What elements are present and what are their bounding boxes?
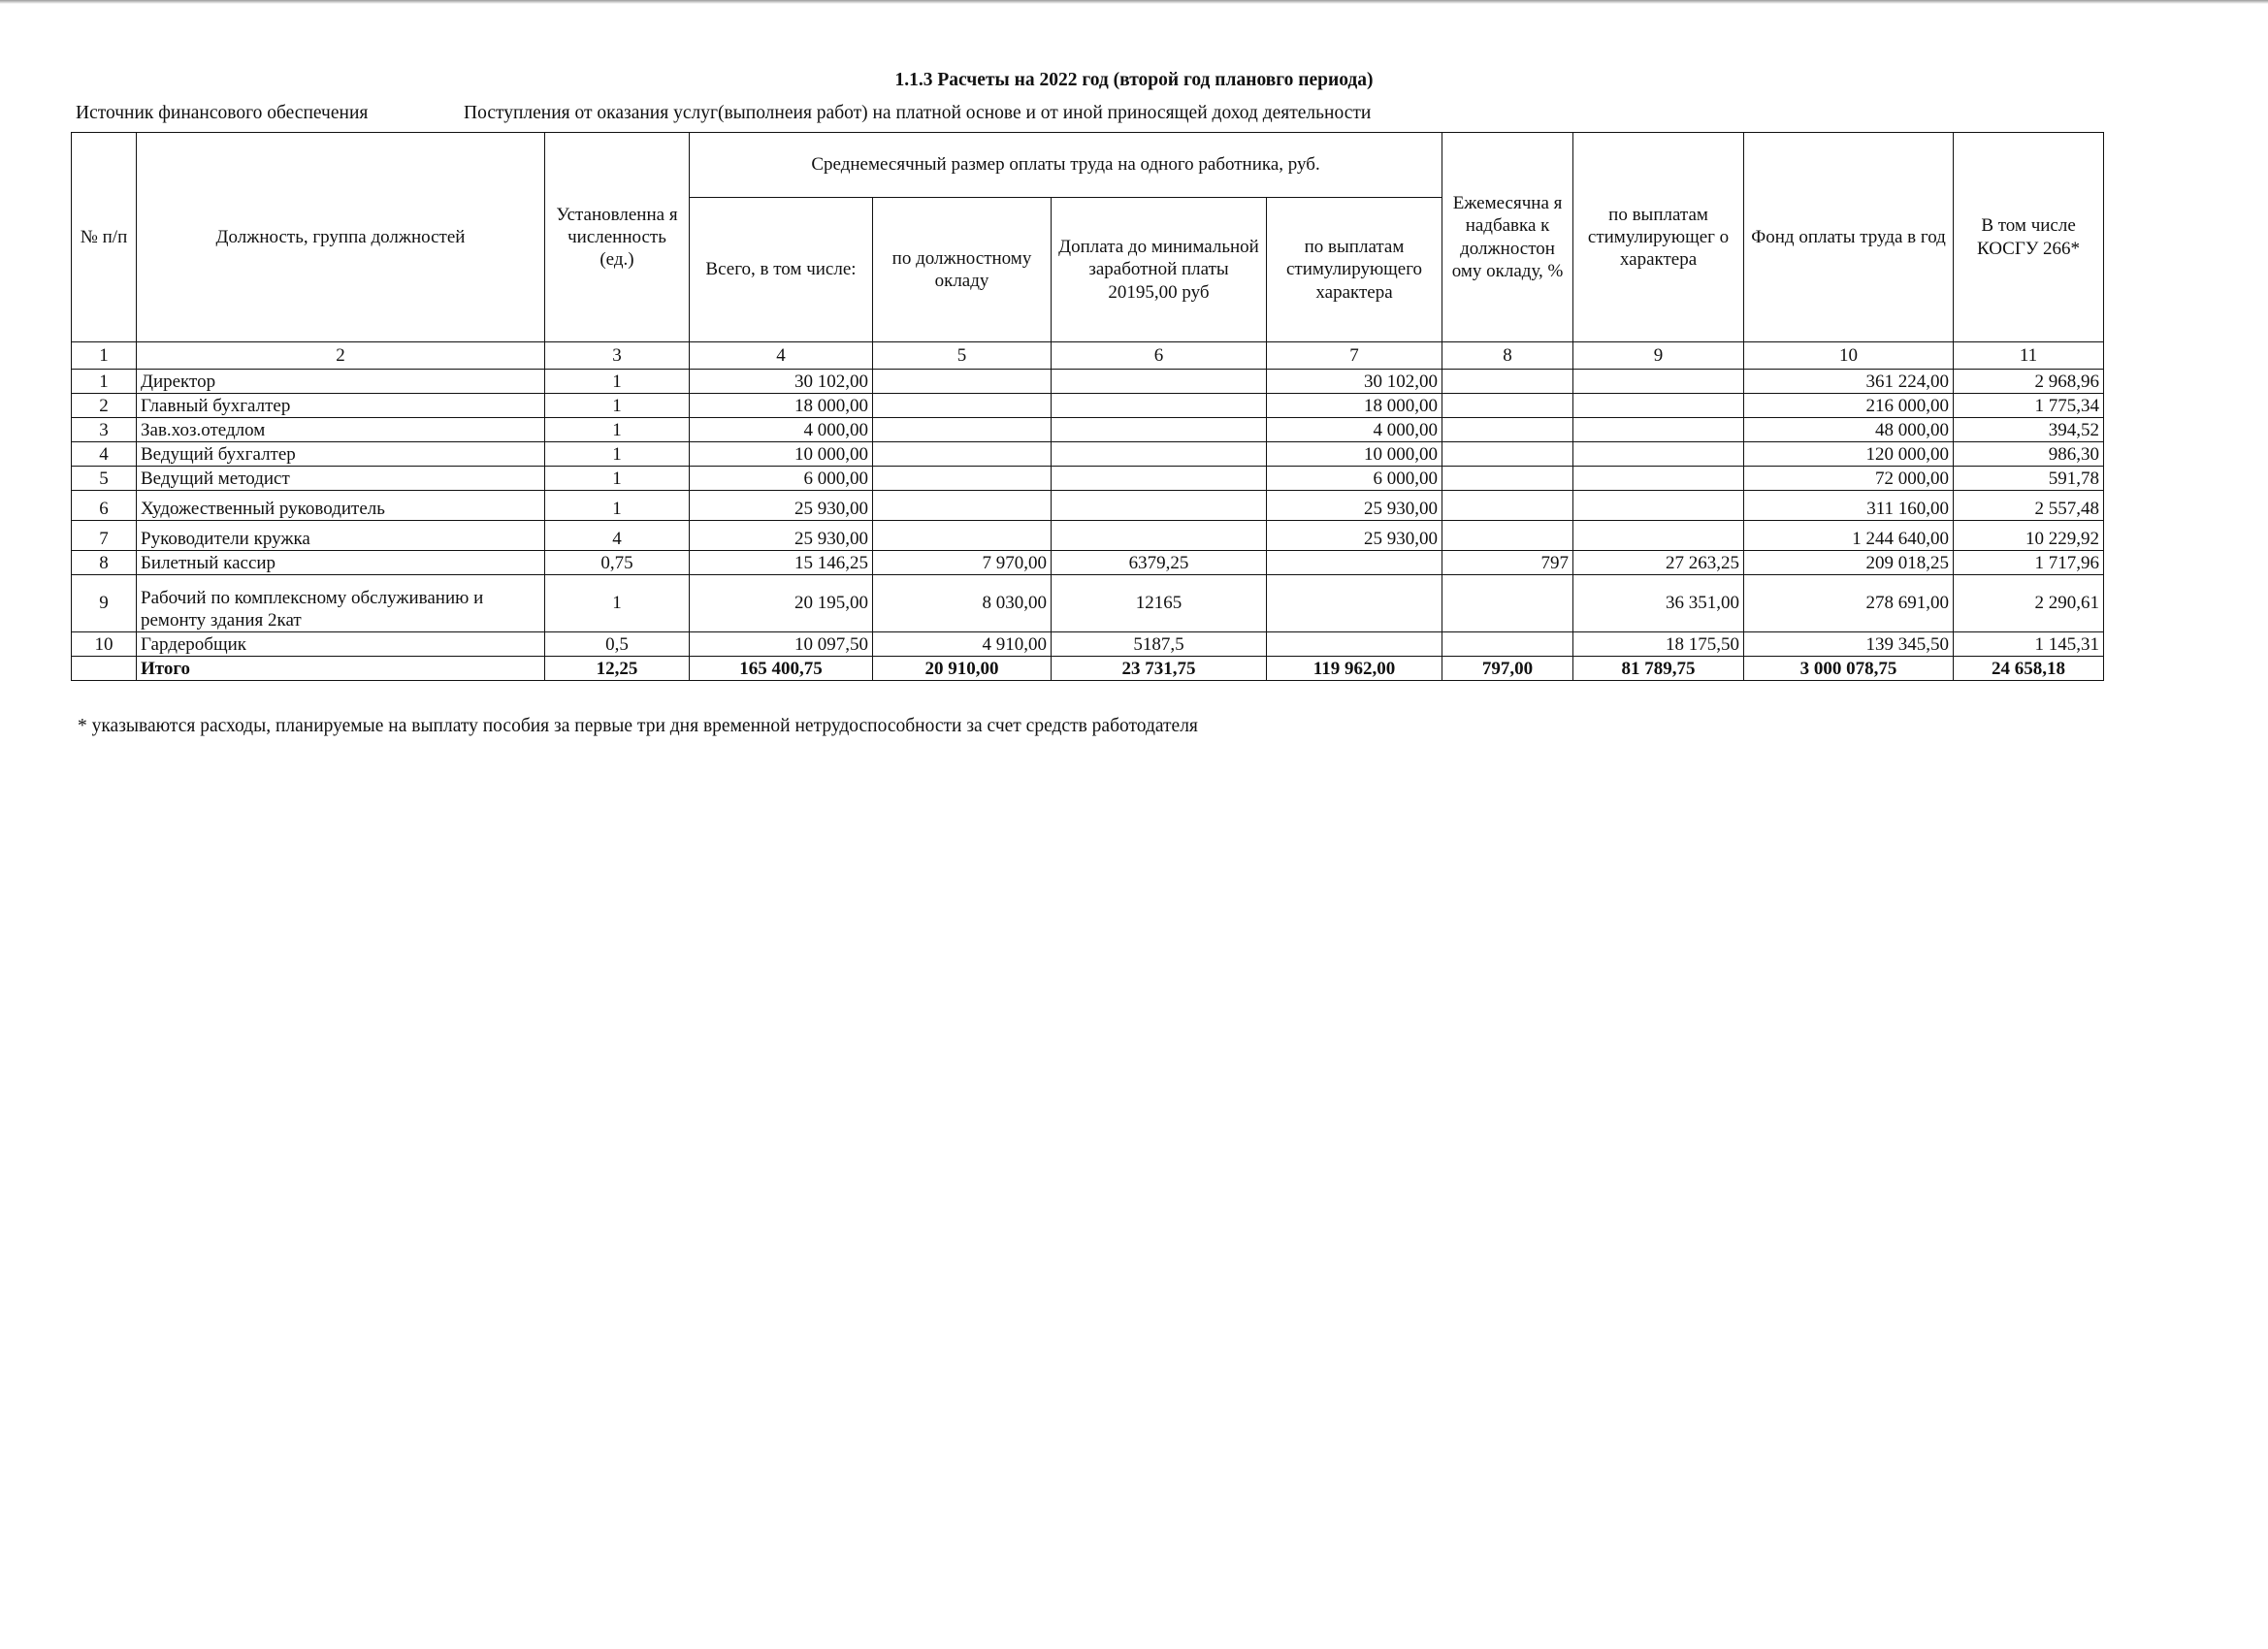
average-total: 25 930,00 <box>690 521 873 551</box>
base-salary: 7 970,00 <box>873 551 1052 575</box>
stimulus-payment: 25 930,00 <box>1267 491 1442 521</box>
funding-source-line <box>76 103 1371 124</box>
row-number: 10 <box>72 632 137 657</box>
table-row <box>72 467 2104 491</box>
min-wage-supplement <box>1052 370 1267 394</box>
totals-row <box>72 657 2104 681</box>
row-number: 7 <box>72 521 137 551</box>
stimulus-payment: 10 000,00 <box>1267 442 1442 467</box>
average-total: 20 195,00 <box>690 575 873 632</box>
row-number: 2 <box>72 394 137 418</box>
column-number: 8 <box>1442 342 1573 370</box>
average-total: 10 097,50 <box>690 632 873 657</box>
totals-stimulus: 119 962,00 <box>1267 657 1442 681</box>
staff-count: 0,75 <box>545 551 690 575</box>
totals-kosgu: 24 658,18 <box>1954 657 2104 681</box>
base-salary <box>873 418 1052 442</box>
column-number: 6 <box>1052 342 1267 370</box>
table-row <box>72 394 2104 418</box>
average-total: 6 000,00 <box>690 467 873 491</box>
kosgu-266: 591,78 <box>1954 467 2104 491</box>
table-row <box>72 632 2104 657</box>
stimulus-payment: 25 930,00 <box>1267 521 1442 551</box>
staff-count: 1 <box>545 467 690 491</box>
position-name: Зав.хоз.отедлом <box>137 418 545 442</box>
annual-fund: 361 224,00 <box>1744 370 1954 394</box>
stimulus-payment-2: 36 351,00 <box>1573 575 1744 632</box>
min-wage-supplement <box>1052 418 1267 442</box>
stimulus-payment: 4 000,00 <box>1267 418 1442 442</box>
staff-count: 1 <box>545 442 690 467</box>
header-kosgu-266: В том числе КОСГУ 266* <box>1954 133 2104 342</box>
staff-count: 0,5 <box>545 632 690 657</box>
totals-number-cell <box>72 657 137 681</box>
monthly-bonus <box>1442 491 1573 521</box>
min-wage-supplement: 6379,25 <box>1052 551 1267 575</box>
header-monthly-bonus: Ежемесячна я надбавка к должностон ому окладу, % <box>1442 133 1573 342</box>
stimulus-payment-2 <box>1573 442 1744 467</box>
stimulus-payment-2 <box>1573 418 1744 442</box>
monthly-bonus <box>1442 575 1573 632</box>
totals-average-total: 165 400,75 <box>690 657 873 681</box>
column-number: 9 <box>1573 342 1744 370</box>
kosgu-266: 1 145,31 <box>1954 632 2104 657</box>
average-total: 25 930,00 <box>690 491 873 521</box>
kosgu-266: 2 557,48 <box>1954 491 2104 521</box>
column-number: 3 <box>545 342 690 370</box>
kosgu-266: 394,52 <box>1954 418 2104 442</box>
annual-fund: 139 345,50 <box>1744 632 1954 657</box>
annual-fund: 120 000,00 <box>1744 442 1954 467</box>
totals-base-salary: 20 910,00 <box>873 657 1052 681</box>
row-number: 4 <box>72 442 137 467</box>
staff-count: 4 <box>545 521 690 551</box>
stimulus-payment: 6 000,00 <box>1267 467 1442 491</box>
min-wage-supplement <box>1052 467 1267 491</box>
annual-fund: 1 244 640,00 <box>1744 521 1954 551</box>
table-row <box>72 442 2104 467</box>
annual-fund: 311 160,00 <box>1744 491 1954 521</box>
base-salary <box>873 442 1052 467</box>
staff-count: 1 <box>545 370 690 394</box>
header-stimulus-payments-2: по выплатам стимулирующег о характера <box>1573 133 1744 342</box>
header-min-wage-supplement: Доплата до минимальной заработной платы 20195,00 руб <box>1052 198 1267 342</box>
base-salary <box>873 394 1052 418</box>
totals-stimulus-2: 81 789,75 <box>1573 657 1744 681</box>
document-title: 1.1.3 Расчеты на 2022 год (второй год плановго периода) <box>894 70 1374 90</box>
position-name: Главный бухгалтер <box>137 394 545 418</box>
min-wage-supplement <box>1052 521 1267 551</box>
row-number: 3 <box>72 418 137 442</box>
header-annual-fund: Фонд оплаты труда в год <box>1744 133 1954 342</box>
stimulus-payment <box>1267 632 1442 657</box>
column-number: 4 <box>690 342 873 370</box>
header-average-salary-group: Среднемесячный размер оплаты труда на одного работника, руб. <box>690 133 1442 198</box>
base-salary <box>873 370 1052 394</box>
scan-edge <box>0 0 2268 4</box>
stimulus-payment: 30 102,00 <box>1267 370 1442 394</box>
staff-count: 1 <box>545 575 690 632</box>
kosgu-266: 1 717,96 <box>1954 551 2104 575</box>
stimulus-payment-2: 18 175,50 <box>1573 632 1744 657</box>
average-total: 15 146,25 <box>690 551 873 575</box>
position-name: Рабочий по комплексному обслуживанию и ремонту здания 2кат <box>137 575 545 632</box>
column-number: 7 <box>1267 342 1442 370</box>
funding-source-value: Поступления от оказания услуг(выполнеия работ) на платной основе и от иной приносящей доход деятельности <box>464 103 1372 123</box>
header-base-salary: по должностному окладу <box>873 198 1052 342</box>
column-number: 11 <box>1954 342 2104 370</box>
totals-label: Итого <box>137 657 545 681</box>
position-name: Ведущий методист <box>137 467 545 491</box>
totals-staff: 12,25 <box>545 657 690 681</box>
base-salary <box>873 521 1052 551</box>
staff-count: 1 <box>545 418 690 442</box>
header-position: Должность, группа должностей <box>137 133 545 342</box>
totals-bonus: 797,00 <box>1442 657 1573 681</box>
totals-annual-fund: 3 000 078,75 <box>1744 657 1954 681</box>
staff-count: 1 <box>545 491 690 521</box>
position-name: Билетный кассир <box>137 551 545 575</box>
row-number: 8 <box>72 551 137 575</box>
totals-min-wage: 23 731,75 <box>1052 657 1267 681</box>
position-name: Гардеробщик <box>137 632 545 657</box>
column-number: 2 <box>137 342 545 370</box>
stimulus-payment-2: 27 263,25 <box>1573 551 1744 575</box>
stimulus-payment <box>1267 575 1442 632</box>
annual-fund: 72 000,00 <box>1744 467 1954 491</box>
table-row <box>72 491 2104 521</box>
average-total: 10 000,00 <box>690 442 873 467</box>
row-number: 6 <box>72 491 137 521</box>
table-row <box>72 551 2104 575</box>
annual-fund: 216 000,00 <box>1744 394 1954 418</box>
kosgu-266: 2 968,96 <box>1954 370 2104 394</box>
stimulus-payment-2 <box>1573 394 1744 418</box>
min-wage-supplement: 12165 <box>1052 575 1267 632</box>
annual-fund: 278 691,00 <box>1744 575 1954 632</box>
stimulus-payment-2 <box>1573 467 1744 491</box>
column-number-row <box>72 342 2104 370</box>
stimulus-payment-2 <box>1573 521 1744 551</box>
average-total: 4 000,00 <box>690 418 873 442</box>
row-number: 5 <box>72 467 137 491</box>
column-number: 5 <box>873 342 1052 370</box>
annual-fund: 209 018,25 <box>1744 551 1954 575</box>
kosgu-266: 2 290,61 <box>1954 575 2104 632</box>
min-wage-supplement <box>1052 442 1267 467</box>
stimulus-payment: 18 000,00 <box>1267 394 1442 418</box>
header-number: № п/п <box>72 133 137 342</box>
header-stimulus-payments: по выплатам стимулирующего характера <box>1267 198 1442 342</box>
header-staff-count: Установленна я численность (ед.) <box>545 133 690 342</box>
row-number: 9 <box>72 575 137 632</box>
table-row <box>72 418 2104 442</box>
base-salary <box>873 491 1052 521</box>
base-salary: 8 030,00 <box>873 575 1052 632</box>
base-salary: 4 910,00 <box>873 632 1052 657</box>
stimulus-payment-2 <box>1573 491 1744 521</box>
position-name: Ведущий бухгалтер <box>137 442 545 467</box>
min-wage-supplement <box>1052 491 1267 521</box>
header-total-including: Всего, в том числе: <box>690 198 873 342</box>
monthly-bonus <box>1442 370 1573 394</box>
stimulus-payment <box>1267 551 1442 575</box>
monthly-bonus <box>1442 418 1573 442</box>
staff-count: 1 <box>545 394 690 418</box>
position-name: Руководители кружка <box>137 521 545 551</box>
position-name: Художественный руководитель <box>137 491 545 521</box>
table-row <box>72 370 2104 394</box>
kosgu-266: 986,30 <box>1954 442 2104 467</box>
average-total: 18 000,00 <box>690 394 873 418</box>
kosgu-266: 10 229,92 <box>1954 521 2104 551</box>
table-body <box>72 342 2104 657</box>
monthly-bonus <box>1442 467 1573 491</box>
stimulus-payment-2 <box>1573 370 1744 394</box>
monthly-bonus <box>1442 442 1573 467</box>
min-wage-supplement: 5187,5 <box>1052 632 1267 657</box>
monthly-bonus <box>1442 632 1573 657</box>
payroll-table <box>71 132 2104 681</box>
base-salary <box>873 467 1052 491</box>
table-row <box>72 575 2104 632</box>
position-name: Директор <box>137 370 545 394</box>
column-number: 10 <box>1744 342 1954 370</box>
average-total: 30 102,00 <box>690 370 873 394</box>
min-wage-supplement <box>1052 394 1267 418</box>
table-row <box>72 521 2104 551</box>
annual-fund: 48 000,00 <box>1744 418 1954 442</box>
monthly-bonus: 797 <box>1442 551 1573 575</box>
monthly-bonus <box>1442 394 1573 418</box>
funding-source-label: Источник финансового обеспечения <box>76 103 369 123</box>
kosgu-266: 1 775,34 <box>1954 394 2104 418</box>
row-number: 1 <box>72 370 137 394</box>
footnote: * указываются расходы, планируемые на выплату пособия за первые три дня временной нетрудоспособности за счет средств работодателя <box>78 716 1198 736</box>
column-number: 1 <box>72 342 137 370</box>
monthly-bonus <box>1442 521 1573 551</box>
